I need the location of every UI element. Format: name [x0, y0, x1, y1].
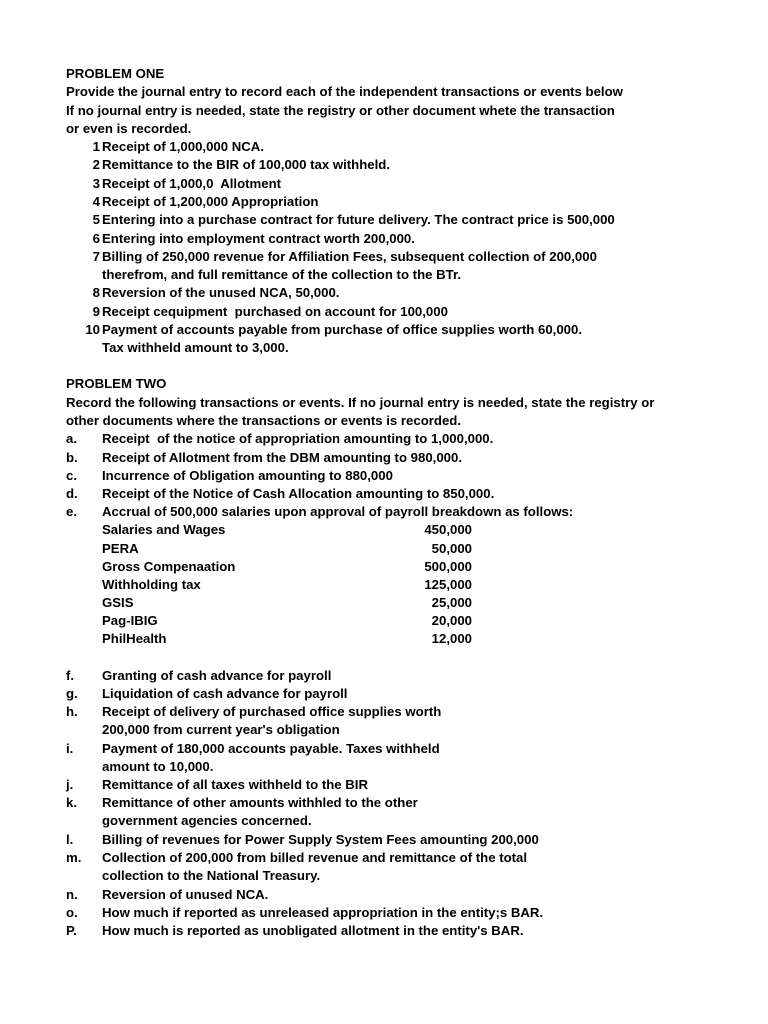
- item-text-continued: amount to 10,000.: [102, 759, 214, 774]
- item-text-continued: Tax withheld amount to 3,000.: [102, 340, 289, 355]
- item-text: Receipt of Allotment from the DBM amounting to 980,000.: [102, 450, 463, 465]
- payroll-amount: 500,000: [424, 559, 472, 574]
- item-text: Receipt of the notice of appropriation amounting to 1,000,000.: [102, 431, 494, 446]
- item-letter: P.: [66, 923, 77, 938]
- item-text: Billing of revenues for Power Supply System Fees amounting 200,000: [102, 832, 539, 847]
- item-text: Entering into a purchase contract for future delivery. The contract price is 500,000: [102, 212, 615, 227]
- problem-one-intro-line-2: If no journal entry is needed, state the registry or other document whete the transaction: [66, 103, 615, 118]
- item-letter: g.: [66, 686, 78, 701]
- item-text: Remittance of other amounts withhled to the other: [102, 795, 418, 810]
- payroll-label: PERA: [102, 541, 139, 556]
- item-text: Billing of 250,000 revenue for Affiliation Fees, subsequent collection of 200,000: [102, 249, 597, 264]
- item-letter: i.: [66, 741, 74, 756]
- item-number: 5: [92, 212, 100, 227]
- payroll-label: Gross Compenaation: [102, 559, 236, 574]
- item-text: Granting of cash advance for payroll: [102, 668, 332, 683]
- payroll-amount: 20,000: [431, 613, 472, 628]
- item-text: Receipt of 1,000,0 Allotment: [102, 176, 282, 191]
- item-text-continued: therefrom, and full remittance of the collection to the BTr.: [102, 267, 462, 282]
- item-letter: j.: [66, 777, 74, 792]
- item-letter: e.: [66, 504, 77, 519]
- payroll-label: PhilHealth: [102, 631, 167, 646]
- payroll-label: GSIS: [102, 595, 134, 610]
- item-text: Payment of 180,000 accounts payable. Taxes withheld: [102, 741, 440, 756]
- problem-two-intro-line-1: Record the following transactions or events. If no journal entry is needed, state the registry or: [66, 395, 655, 410]
- item-text: Liquidation of cash advance for payroll: [102, 686, 348, 701]
- item-letter: b.: [66, 450, 78, 465]
- item-number: 4: [92, 194, 100, 209]
- item-letter: n.: [66, 887, 78, 902]
- payroll-label: Withholding tax: [102, 577, 201, 592]
- item-number: 1: [92, 139, 100, 154]
- item-letter: f.: [66, 668, 75, 683]
- payroll-label: Pag-IBIG: [102, 613, 158, 628]
- item-text-continued: government agencies concerned.: [102, 813, 312, 828]
- item-letter: l.: [66, 832, 74, 847]
- item-letter: d.: [66, 486, 78, 501]
- item-number: 3: [92, 176, 100, 191]
- item-text: Receipt of the Notice of Cash Allocation amounting to 850,000.: [102, 486, 495, 501]
- item-number: 10: [85, 322, 100, 337]
- item-text: Receipt cequipment purchased on account for 100,000: [102, 304, 448, 319]
- problem-two-intro-line-2: other documents where the transactions or events is recorded.: [66, 413, 462, 428]
- payroll-amount: 12,000: [431, 631, 472, 646]
- item-number: 7: [92, 249, 100, 264]
- item-text-continued: 200,000 from current year's obligation: [102, 722, 340, 737]
- item-text: Reversion of the unused NCA, 50,000.: [102, 285, 340, 300]
- problem-one-heading: PROBLEM ONE: [66, 66, 165, 81]
- item-text: How much if reported as unreleased appropriation in the entity;s BAR.: [102, 905, 544, 920]
- item-text-continued: collection to the National Treasury.: [102, 868, 321, 883]
- item-number: 9: [92, 304, 100, 319]
- item-text: Incurrence of Obligation amounting to 880,000: [102, 468, 393, 483]
- item-text: Entering into employment contract worth 200,000.: [102, 231, 415, 246]
- item-text: Collection of 200,000 from billed revenue and remittance of the total: [102, 850, 528, 865]
- item-text: Receipt of delivery of purchased office supplies worth: [102, 704, 442, 719]
- item-text: Receipt of 1,200,000 Appropriation: [102, 194, 319, 209]
- item-text: Receipt of 1,000,000 NCA.: [102, 139, 264, 154]
- item-letter: o.: [66, 905, 78, 920]
- payroll-amount: 125,000: [424, 577, 472, 592]
- item-number: 2: [92, 157, 100, 172]
- item-text: Payment of accounts payable from purchase of office supplies worth 60,000.: [102, 322, 583, 337]
- item-text: Remittance of all taxes withheld to the BIR: [102, 777, 368, 792]
- item-letter: m.: [66, 850, 82, 865]
- item-number: 6: [92, 231, 100, 246]
- problem-one-intro-line-3: or even is recorded.: [66, 121, 192, 136]
- item-letter: c.: [66, 468, 77, 483]
- item-letter: k.: [66, 795, 77, 810]
- problem-two-heading: PROBLEM TWO: [66, 376, 167, 391]
- item-number: 8: [92, 285, 100, 300]
- item-text: Remittance to the BIR of 100,000 tax withheld.: [102, 157, 390, 172]
- payroll-amount: 450,000: [424, 522, 472, 537]
- item-text: How much is reported as unobligated allotment in the entity's BAR.: [102, 923, 524, 938]
- payroll-label: Salaries and Wages: [102, 522, 226, 537]
- item-text: Accrual of 500,000 salaries upon approval of payroll breakdown as follows:: [102, 504, 574, 519]
- payroll-amount: 50,000: [431, 541, 472, 556]
- item-text: Reversion of unused NCA.: [102, 887, 269, 902]
- item-letter: a.: [66, 431, 77, 446]
- item-letter: h.: [66, 704, 78, 719]
- problem-one-intro-line-1: Provide the journal entry to record each of the independent transactions or events below: [66, 84, 623, 99]
- payroll-amount: 25,000: [431, 595, 472, 610]
